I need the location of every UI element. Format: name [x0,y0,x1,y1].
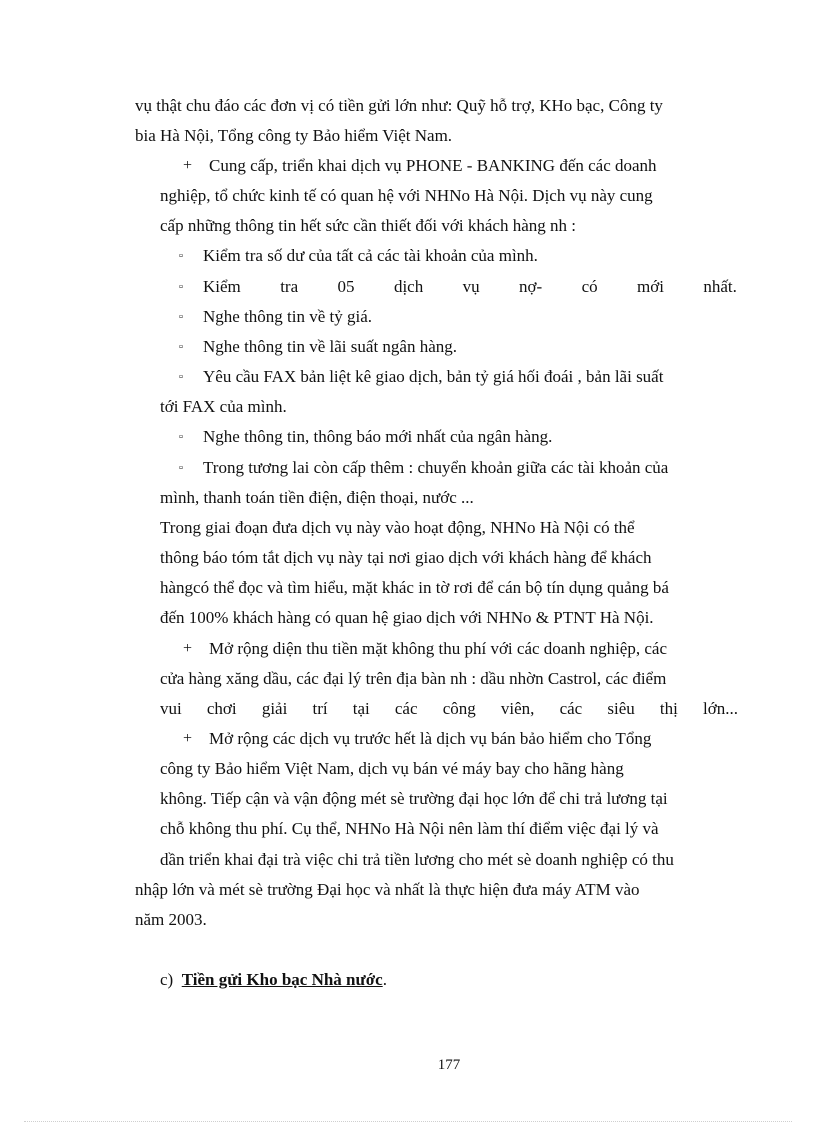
list-item-continuation: mình, thanh toán tiền điện, điện thoại, nước ... [160,488,474,507]
footer-divider [24,1121,792,1122]
text-line: cấp những thông tin hết sức cần thiết đối với khách hàng nh : [160,216,576,235]
section-title: Tiền gửi Kho bạc Nhà nước [181,970,383,989]
text-line: thông báo tóm tắt dịch vụ này tại nơi giao dịch với khách hàng để khách [160,548,652,567]
bullet-square-icon: ▫ [179,371,183,383]
plus-marker: + [183,640,193,657]
list-item: Trong tương lai còn cấp thêm : chuyển khoản giữa các tài khoản của [203,458,669,477]
text-line: nghiệp, tổ chức kinh tế có quan hệ với NHNo Hà Nội. Dịch vụ này cung [160,186,653,205]
bullet-square-icon: ▫ [179,250,183,262]
text-line: công ty Bảo hiểm Việt Nam, dịch vụ bán vé máy bay cho hãng hàng [160,759,624,778]
list-item: Kiểm tra 05 dịch vụ nợ- có mới nhất. [203,277,737,296]
list-item: Kiểm tra số dư của tất cả các tài khoản của mình. [203,246,538,265]
text-line: không. Tiếp cận và vận động mét sè trường đại học lớn để chi trả lương tại [160,789,668,808]
text-line: dần triển khai đại trà việc chi trả tiền lương cho mét sè doanh nghiệp có thu [160,850,674,869]
text-line: vui chơi giải trí tại các công viên, các siêu thị lớn... [160,699,738,718]
text-line: hàngcó thể đọc và tìm hiểu, mặt khác in tờ rơi để cán bộ tín dụng quảng bá [160,578,669,597]
plus-marker: + [183,157,193,174]
bullet-square-icon: ▫ [179,281,183,293]
section-period: . [382,970,387,989]
list-item-continuation: tới FAX của mình. [160,397,287,416]
text-line: nhập lớn và mét sè trường Đại học và nhất là thực hiện đưa máy ATM vào [135,880,640,899]
text-line: Cung cấp, triển khai dịch vụ PHONE - BANKING đến các doanh [209,156,657,175]
plus-marker: + [183,730,193,747]
bullet-square-icon: ▫ [179,431,183,443]
list-item: Yêu cầu FAX bản liệt kê giao dịch, bản tỷ giá hối đoái , bản lãi suất [203,367,664,386]
list-item: Nghe thông tin, thông báo mới nhất của ngân hàng. [203,427,553,446]
section-label: c) [160,970,174,989]
text-line: cửa hàng xăng dầu, các đại lý trên địa bàn nh : dầu nhờn Castrol, các điểm [160,669,667,688]
list-item: Nghe thông tin về lãi suất ngân hàng. [203,337,458,356]
text-line: năm 2003. [135,910,207,929]
text-line: Trong giai đoạn đưa dịch vụ này vào hoạt động, NHNo Hà Nội có thể [160,518,635,537]
page-number: 177 [437,1057,461,1073]
bullet-square-icon: ▫ [179,311,183,323]
section-heading [160,969,387,991]
bullet-square-icon: ▫ [179,462,183,474]
text-line: vụ thật chu đáo các đơn vị có tiền gửi lớn như: Quỹ hỗ trợ, KHo bạc, Công ty [135,96,663,115]
text-line: bia Hà Nội, Tổng công ty Bảo hiểm Việt Nam. [135,126,453,145]
text-line: chỗ không thu phí. Cụ thể, NHNo Hà Nội nên làm thí điểm việc đại lý và [160,819,659,838]
bullet-square-icon: ▫ [179,341,183,353]
text-line: đến 100% khách hàng có quan hệ giao dịch với NHNo & PTNT Hà Nội. [160,608,654,627]
list-item: Nghe thông tin về tỷ giá. [203,307,373,326]
text-line: Mở rộng diện thu tiền mặt không thu phí với các doanh nghiệp, các [209,639,667,658]
text-line: Mở rộng các dịch vụ trước hết là dịch vụ bán bảo hiểm cho Tổng [209,729,652,748]
